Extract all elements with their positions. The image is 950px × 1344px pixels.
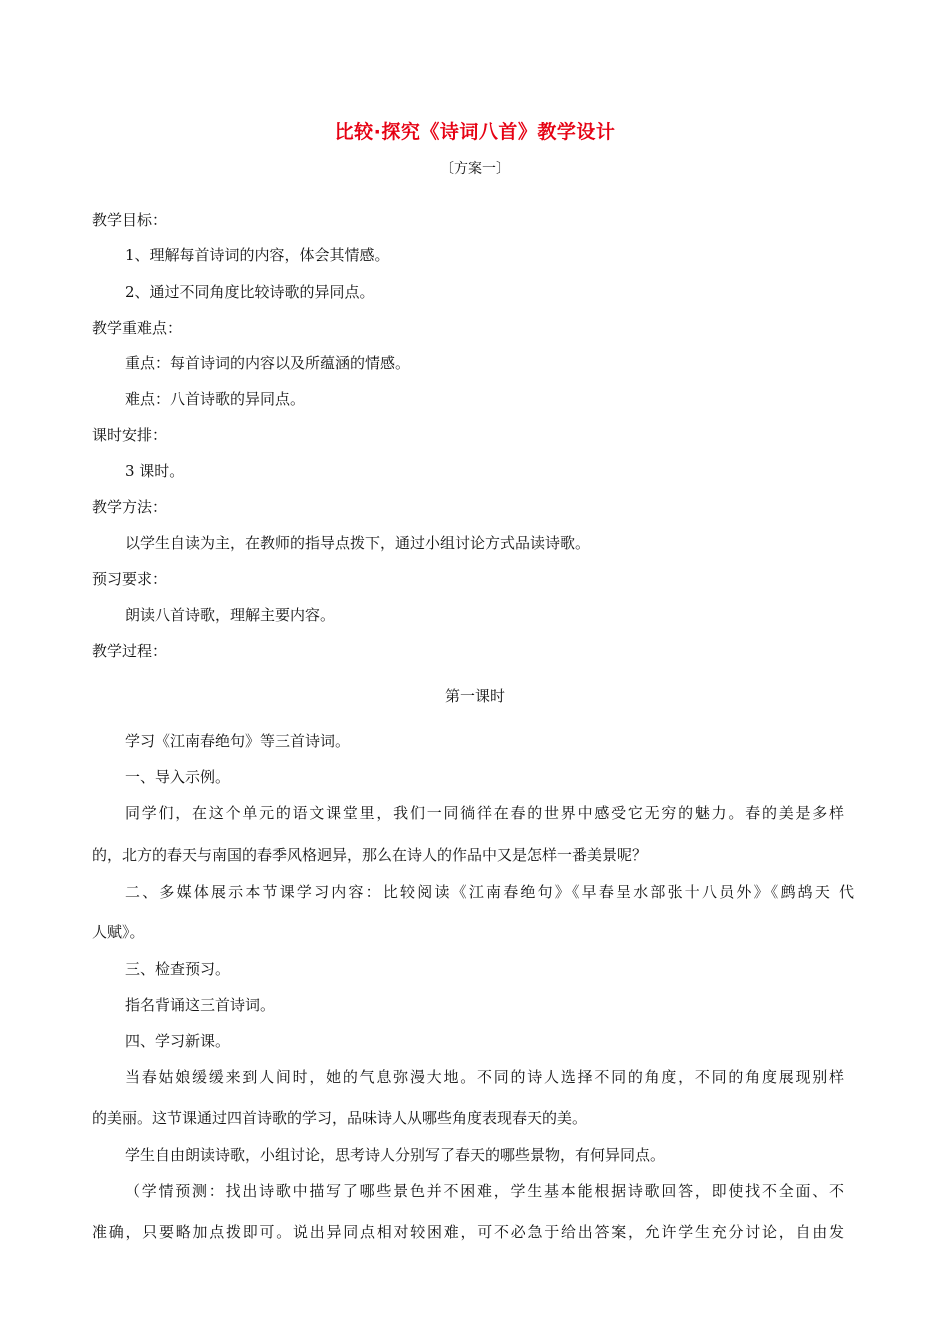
heading-preview: 预习要求： (92, 570, 168, 588)
paragraph-line: 的，北方的春天与南国的春季风格迥异，那么在诗人的作品中又是怎样一番美景呢？ (92, 846, 648, 864)
paragraph-line: 难点：八首诗歌的异同点。 (125, 390, 306, 408)
paragraph-line: 3 课时。 (125, 462, 185, 480)
paragraph-line: 学生自由朗读诗歌，小组讨论，思考诗人分别写了春天的哪些景物，有何异同点。 (125, 1146, 666, 1164)
document-title: 比较·探究《诗词八首》教学设计 (334, 121, 616, 143)
paragraph-line: 三、检查预习。 (125, 960, 231, 978)
paragraph-line: 重点：每首诗词的内容以及所蕴涵的情感。 (125, 354, 411, 372)
paragraph-line: 指名背诵这三首诗词。 (125, 996, 276, 1014)
paragraph-line: 四、学习新课。 (125, 1032, 231, 1050)
heading-process: 教学过程： (92, 642, 168, 660)
heading-objectives: 教学目标： (92, 211, 168, 229)
paragraph-line: 当春姑娘缓缓来到人间时，她的气息弥漫大地。不同的诗人选择不同的角度，不同的角度展现别样 (125, 1068, 844, 1086)
paragraph-line: 的美丽。这节课通过四首诗歌的学习，品味诗人从哪些角度表现春天的美。 (92, 1109, 588, 1127)
paragraph-line: 同学们，在这个单元的语文课堂里，我们一同徜徉在春的世界中感受它无穷的魅力。春的美是多样 (125, 804, 844, 822)
paragraph-line: 朗读八首诗歌，理解主要内容。 (125, 606, 336, 624)
heading-key-points: 教学重难点： (92, 319, 183, 337)
document-subtitle: 〔方案一〕 (440, 161, 510, 177)
paragraph-line: 准确，只要略加点拨即可。说出异同点相对较困难，可不必急于给出答案，允许学生充分讨论，自由发 (92, 1223, 844, 1241)
paragraph-line: 2、通过不同角度比较诗歌的异同点。 (125, 283, 375, 301)
paragraph-line: 以学生自读为主，在教师的指导点拨下，通过小组讨论方式品读诗歌。 (125, 534, 591, 552)
paragraph-line: （学情预测：找出诗歌中描写了哪些景色并不困难，学生基本能根据诗歌回答，即使找不全面、不 (125, 1182, 844, 1200)
section-title-first-lesson: 第一课时 (444, 687, 505, 705)
paragraph-line: 一、导入示例。 (125, 768, 231, 786)
paragraph-line: 人赋》。 (92, 923, 145, 941)
heading-schedule: 课时安排： (92, 426, 168, 444)
paragraph-line: 学习《江南春绝句》等三首诗词。 (125, 732, 351, 750)
paragraph-line: 1、理解每首诗词的内容，体会其情感。 (125, 246, 390, 264)
paragraph-line: 二、多媒体展示本节课学习内容：比较阅读《江南春绝句》《早春呈水部张十八员外》《鹧鸪天 代 (125, 883, 854, 901)
heading-method: 教学方法： (92, 498, 168, 516)
